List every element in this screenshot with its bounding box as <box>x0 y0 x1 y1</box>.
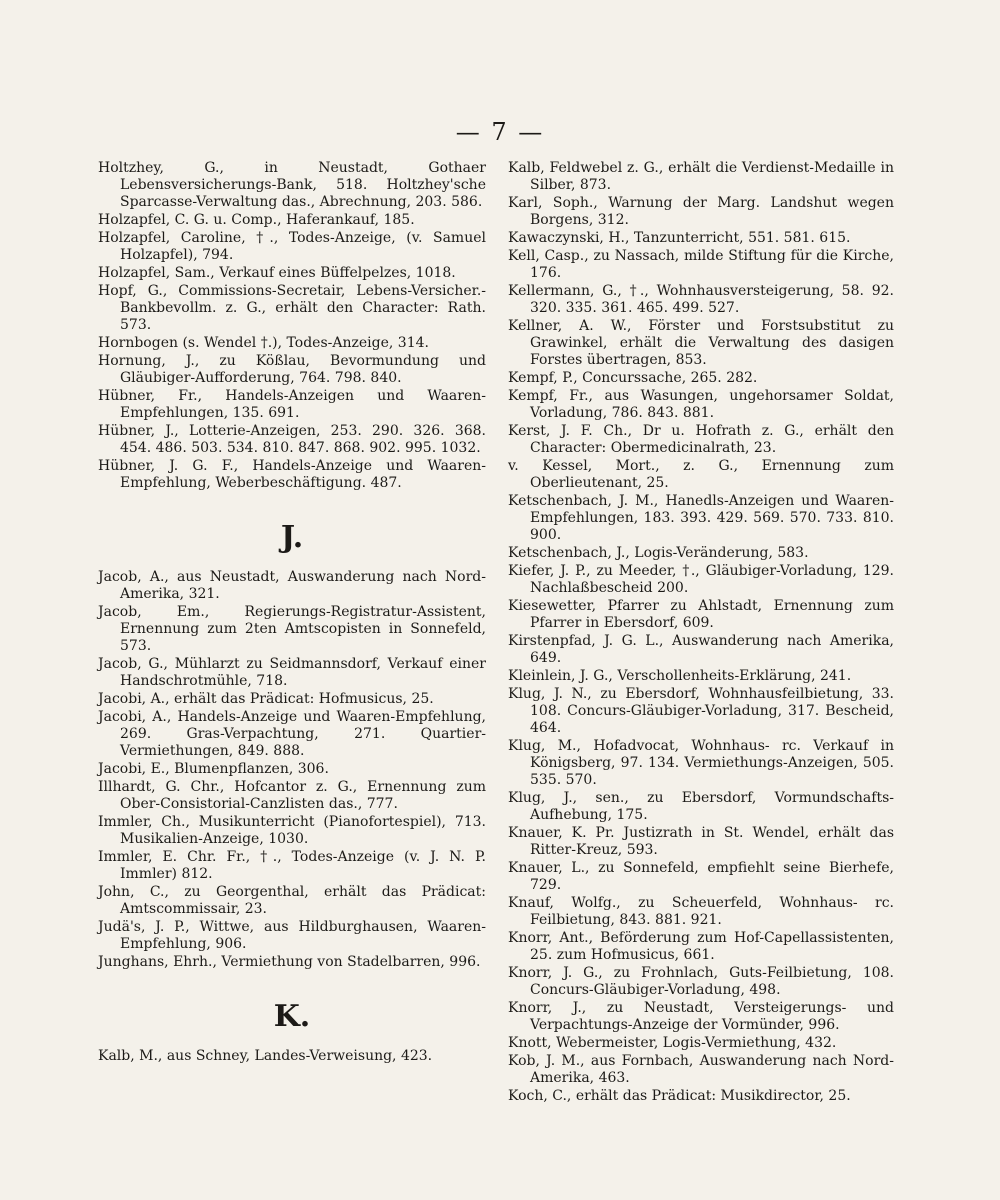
index-entry: Holzapfel, C. G. u. Comp., Haferankauf, 185. <box>98 212 415 228</box>
index-entry: Koch, C., erhält das Prädicat: Musikdirector, 25. <box>508 1088 851 1104</box>
index-entry: Jacob, A., aus Neustadt, Auswanderung nach Nord-Amerika, 321. <box>98 569 486 602</box>
index-entry: Hübner, Fr., Handels-Anzeigen und Waaren-Empfehlungen, 135. 691. <box>98 388 486 421</box>
index-entry: Jacobi, A., Handels-Anzeige und Waaren-Empfehlung, 269. Gras-Verpachtung, 271. Quartier-Vermiethungen, 849. 888. <box>98 709 486 759</box>
index-entry: Immler, E. Chr. Fr., †., Todes-Anzeige (v. J. N. P. Immler) 812. <box>98 849 486 882</box>
entries-k <box>98 1048 486 1065</box>
index-entry: Knorr, Ant., Beförderung zum Hof-Capellassistenten, 25. zum Hofmusicus, 661. <box>508 930 894 963</box>
index-entry: Hornung, J., zu Kößlau, Bevormundung und Gläubiger-Aufforderung, 764. 798. 840. <box>98 353 486 386</box>
index-entry: Hornbogen (s. Wendel †.), Todes-Anzeige, 314. <box>98 335 429 351</box>
page-number: — 7 — <box>455 118 545 146</box>
index-entry: Kellner, A. W., Förster und Forstsubstitut zu Grawinkel, erhält die Verwaltung des dasigen Forstes übertragen, 853. <box>508 318 894 368</box>
index-entry: Holzapfel, Sam., Verkauf eines Büffelpelzes, 1018. <box>98 265 456 281</box>
index-entry: Judä's, J. P., Wittwe, aus Hildburghausen, Waaren-Empfehlung, 906. <box>98 919 486 952</box>
index-entry: Immler, Ch., Musikunterricht (Pianofortespiel), 713. Musikalien-Anzeige, 1030. <box>98 814 486 847</box>
index-entry: Kob, J. M., aus Fornbach, Auswanderung nach Nord-Amerika, 463. <box>508 1053 894 1086</box>
index-entry: Kalb, M., aus Schney, Landes-Verweisung, 423. <box>98 1048 433 1064</box>
index-entry: Kellermann, G., †., Wohnhausversteigerung, 58. 92. 320. 335. 361. 465. 499. 527. <box>508 283 894 316</box>
section-heading-j: J. <box>280 520 304 555</box>
index-entry: Knorr, J. G., zu Frohnlach, Guts-Feilbietung, 108. Concurs-Gläubiger-Vorladung, 498. <box>508 965 894 998</box>
index-entry: Klug, J., sen., zu Ebersdorf, Vormundschafts-Aufhebung, 175. <box>508 790 894 823</box>
index-entry: Knorr, J., zu Neustadt, Versteigerungs- und Verpachtungs-Anzeige der Vormünder, 996. <box>508 1000 894 1033</box>
index-entry: Kalb, Feldwebel z. G., erhält die Verdienst-Medaille in Silber, 873. <box>508 160 894 193</box>
index-entry: John, C., zu Georgenthal, erhält das Prädicat: Amtscommissair, 23. <box>98 884 486 917</box>
index-entry: Kiesewetter, Pfarrer zu Ahlstadt, Ernennung zum Pfarrer in Ebersdorf, 609. <box>508 598 894 631</box>
index-entry: Hübner, J. G. F., Handels-Anzeige und Waaren-Empfehlung, Weberbeschäftigung. 487. <box>98 458 486 491</box>
index-entry: Kempf, Fr., aus Wasungen, ungehorsamer Soldat, Vorladung, 786. 843. 881. <box>508 388 894 421</box>
left-column <box>98 160 486 1066</box>
index-entry: Klug, J. N., zu Ebersdorf, Wohnhausfeilbietung, 33. 108. Concurs-Gläubiger-Vorladung, 317. Bescheid, 464. <box>508 686 894 736</box>
entries-h <box>98 160 486 492</box>
index-entry: Junghans, Ehrh., Vermiethung von Stadelbarren, 996. <box>98 954 481 970</box>
index-entry: Knauf, Wolfg., zu Scheuerfeld, Wohnhaus- rc. Feilbietung, 843. 881. 921. <box>508 895 894 928</box>
right-column <box>508 160 894 1106</box>
index-entry: Hübner, J., Lotterie-Anzeigen, 253. 290. 326. 368. 454. 486. 503. 534. 810. 847. 868. 902. 995. 1032. <box>98 423 486 456</box>
index-entry: Knott, Webermeister, Logis-Vermiethung, 432. <box>508 1035 837 1051</box>
index-entry: Hopf, G., Commissions-Secretair, Lebens-Versicher.-Bankbevollm. z. G., erhält den Character: Rath. 573. <box>98 283 486 333</box>
index-entry: Klug, M., Hofadvocat, Wohnhaus- rc. Verkauf in Königsberg, 97. 134. Vermiethungs-Anzeigen, 505. 535. 570. <box>508 738 894 788</box>
index-entry: Kerst, J. F. Ch., Dr u. Hofrath z. G., erhält den Character: Obermedicinalrath, 23. <box>508 423 894 456</box>
index-entry: Jacobi, A., erhält das Prädicat: Hofmusicus, 25. <box>98 691 434 707</box>
index-entry: Knauer, K. Pr. Justizrath in St. Wendel, erhält das Ritter-Kreuz, 593. <box>508 825 894 858</box>
entries-j <box>98 569 486 971</box>
index-entry: Illhardt, G. Chr., Hofcantor z. G., Ernennung zum Ober-Consistorial-Canzlisten das., 777. <box>98 779 486 812</box>
index-entry: Kirstenpfad, J. G. L., Auswanderung nach Amerika, 649. <box>508 633 894 666</box>
index-entry: Ketschenbach, J., Logis-Veränderung, 583. <box>508 545 809 561</box>
index-entry: Jacobi, E., Blumenpflanzen, 306. <box>98 761 329 777</box>
index-entry: v. Kessel, Mort., z. G., Ernennung zum Oberlieutenant, 25. <box>508 458 894 491</box>
index-entry: Kawaczynski, H., Tanzunterricht, 551. 581. 615. <box>508 230 851 246</box>
index-entry: Karl, Soph., Warnung der Marg. Landshut wegen Borgens, 312. <box>508 195 894 228</box>
index-entry: Holzapfel, Caroline, †., Todes-Anzeige, (v. Samuel Holzapfel), 794. <box>98 230 486 263</box>
index-entry: Knauer, L., zu Sonnefeld, empfiehlt seine Bierhefe, 729. <box>508 860 894 893</box>
index-entry: Holtzhey, G., in Neustadt, Gothaer Lebensversicherungs-Bank, 518. Holtzhey'sche Sparcasse-Verwaltung das., Abrechnung, 203. 586. <box>98 160 486 210</box>
index-entry: Kleinlein, J. G., Verschollenheits-Erklärung, 241. <box>508 668 852 684</box>
index-entry: Jacob, Em., Regierungs-Registratur-Assistent, Ernennung zum 2ten Amtscopisten in Sonnefeld, 573. <box>98 604 486 654</box>
index-entry: Kempf, P., Concurssache, 265. 282. <box>508 370 758 386</box>
index-entry: Kell, Casp., zu Nassach, milde Stiftung für die Kirche, 176. <box>508 248 894 281</box>
section-heading-k: K. <box>273 999 311 1034</box>
index-entry: Ketschenbach, J. M., Hanedls-Anzeigen und Waaren-Empfehlungen, 183. 393. 429. 569. 570. 733. 810. 900. <box>508 493 894 543</box>
index-entry: Jacob, G., Mühlarzt zu Seidmannsdorf, Verkauf einer Handschrotmühle, 718. <box>98 656 486 689</box>
index-entry: Kiefer, J. P., zu Meeder, †., Gläubiger-Vorladung, 129. Nachlaßbescheid 200. <box>508 563 894 596</box>
